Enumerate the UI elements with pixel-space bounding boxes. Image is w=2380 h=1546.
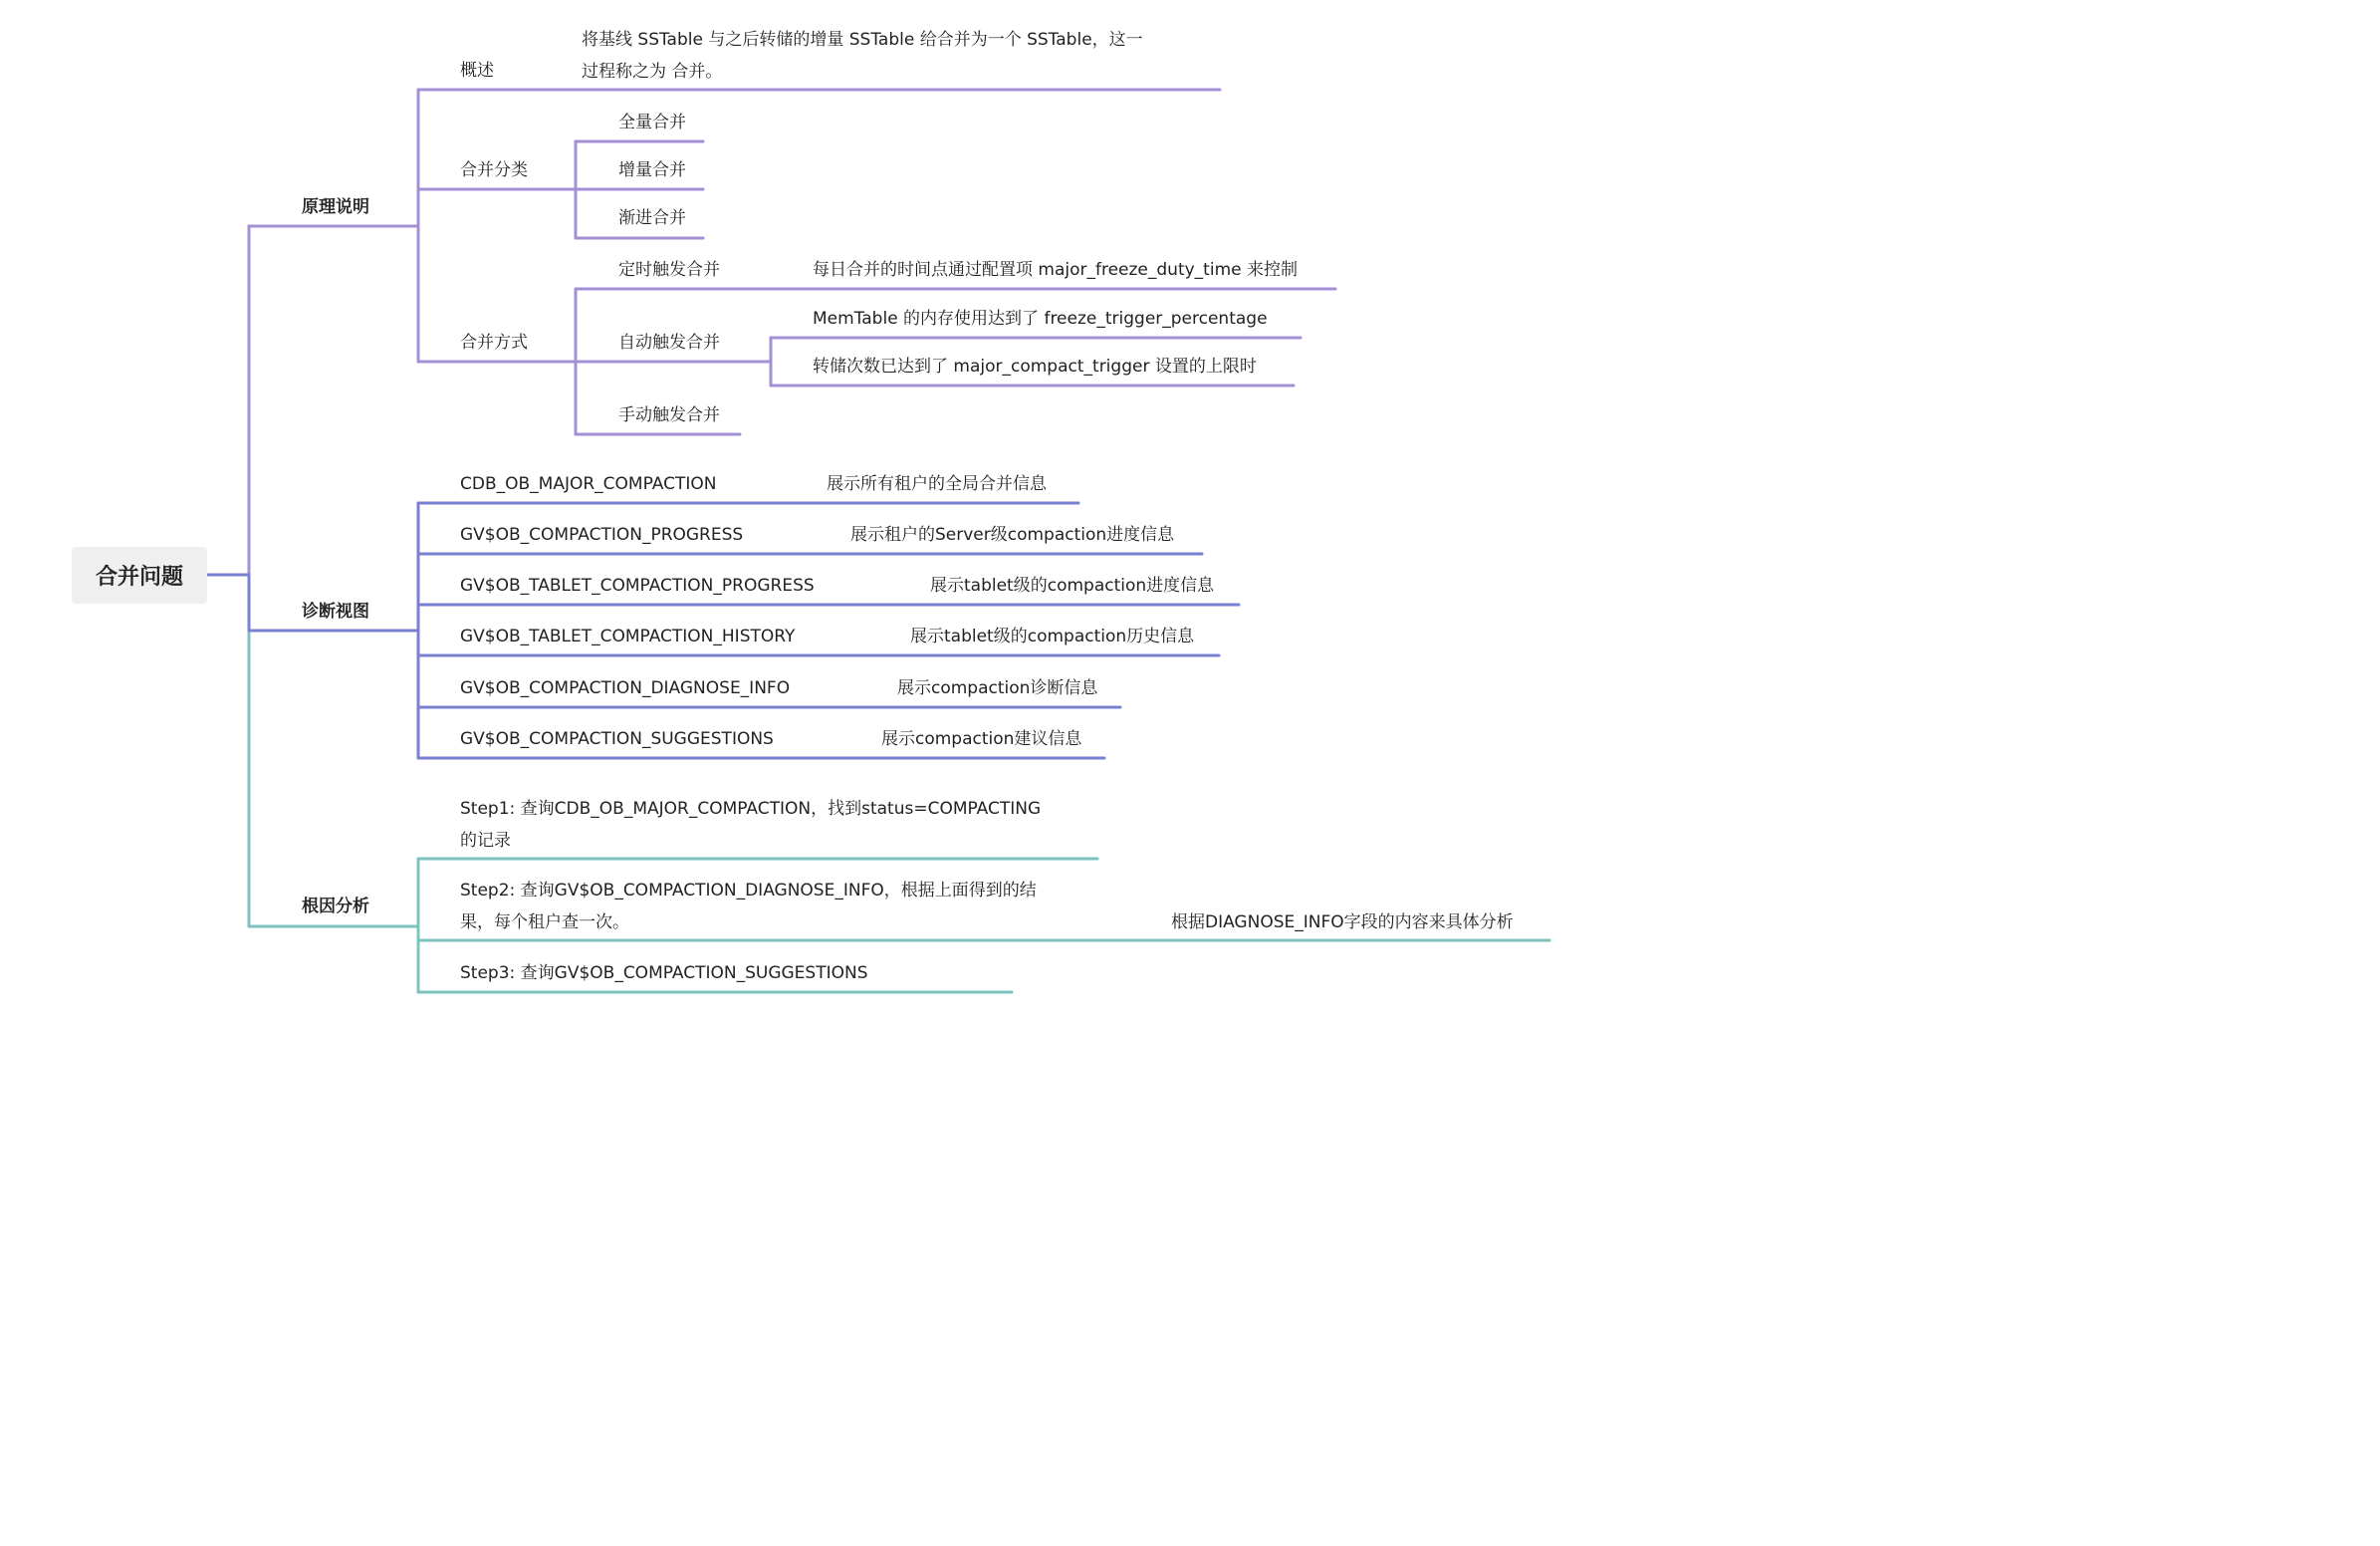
overview-desc-line-2: 过程称之为 合并。 — [582, 62, 723, 82]
step2-line-1[interactable]: Step2: 查询GV$OB_COMPACTION_DIAGNOSE_INFO，根据上面得到的结 — [460, 881, 1037, 901]
view-desc: 展示compaction诊断信息 — [897, 678, 1098, 698]
root-label: 合并问题 — [95, 565, 183, 590]
view-name[interactable]: GV$OB_COMPACTION_PROGRESS — [460, 525, 744, 545]
methods-label[interactable]: 合并方式 — [460, 333, 528, 353]
manual-label[interactable]: 手动触发合并 — [618, 405, 720, 425]
categories-label[interactable]: 合并分类 — [460, 160, 528, 180]
view-name[interactable]: GV$OB_COMPACTION_DIAGNOSE_INFO — [460, 678, 791, 698]
auto-label[interactable]: 自动触发合并 — [618, 333, 720, 353]
view-desc: 展示compaction建议信息 — [881, 729, 1082, 749]
step1-line-2[interactable]: 的记录 — [460, 831, 511, 851]
principle-label[interactable]: 原理说明 — [302, 197, 369, 217]
view-desc: 展示tablet级的compaction历史信息 — [910, 627, 1195, 646]
step2-note: 根据DIAGNOSE_INFO字段的内容来具体分析 — [1171, 912, 1514, 932]
view-name[interactable]: GV$OB_TABLET_COMPACTION_HISTORY — [460, 627, 796, 646]
view-name[interactable]: CDB_OB_MAJOR_COMPACTION — [460, 474, 717, 494]
step2-line-2[interactable]: 果，每个租户查一次。 — [460, 912, 629, 932]
auto-condition: 转储次数已达到了 major_compact_trigger 设置的上限时 — [813, 357, 1257, 377]
views-label[interactable]: 诊断视图 — [302, 602, 369, 622]
rootcause-label[interactable]: 根因分析 — [302, 897, 369, 916]
view-desc: 展示租户的Server级compaction进度信息 — [850, 525, 1175, 545]
timed-label[interactable]: 定时触发合并 — [618, 260, 720, 280]
view-desc: 展示所有租户的全局合并信息 — [827, 474, 1047, 494]
root-node[interactable] — [72, 547, 207, 604]
category-item[interactable]: 全量合并 — [618, 113, 686, 132]
category-item[interactable]: 增量合并 — [618, 160, 686, 180]
step1-line-1[interactable]: Step1: 查询CDB_OB_MAJOR_COMPACTION，找到status=COMPACTING — [460, 799, 1042, 819]
step3-label[interactable]: Step3: 查询GV$OB_COMPACTION_SUGGESTIONS — [460, 963, 868, 983]
category-item[interactable]: 渐进合并 — [618, 208, 686, 228]
overview-label[interactable]: 概述 — [460, 61, 494, 81]
view-desc: 展示tablet级的compaction进度信息 — [930, 576, 1215, 596]
auto-condition: MemTable 的内存使用达到了 freeze_trigger_percentage — [813, 309, 1268, 329]
view-name[interactable]: GV$OB_COMPACTION_SUGGESTIONS — [460, 729, 774, 749]
connector-lines — [0, 0, 1561, 1020]
overview-desc-line-1: 将基线 SSTable 与之后转储的增量 SSTable 给合并为一个 SSTable，这一 — [582, 30, 1143, 50]
mind-map-canvas — [0, 0, 1561, 1020]
timed-desc: 每日合并的时间点通过配置项 major_freeze_duty_time 来控制 — [813, 260, 1298, 280]
view-name[interactable]: GV$OB_TABLET_COMPACTION_PROGRESS — [460, 576, 815, 596]
